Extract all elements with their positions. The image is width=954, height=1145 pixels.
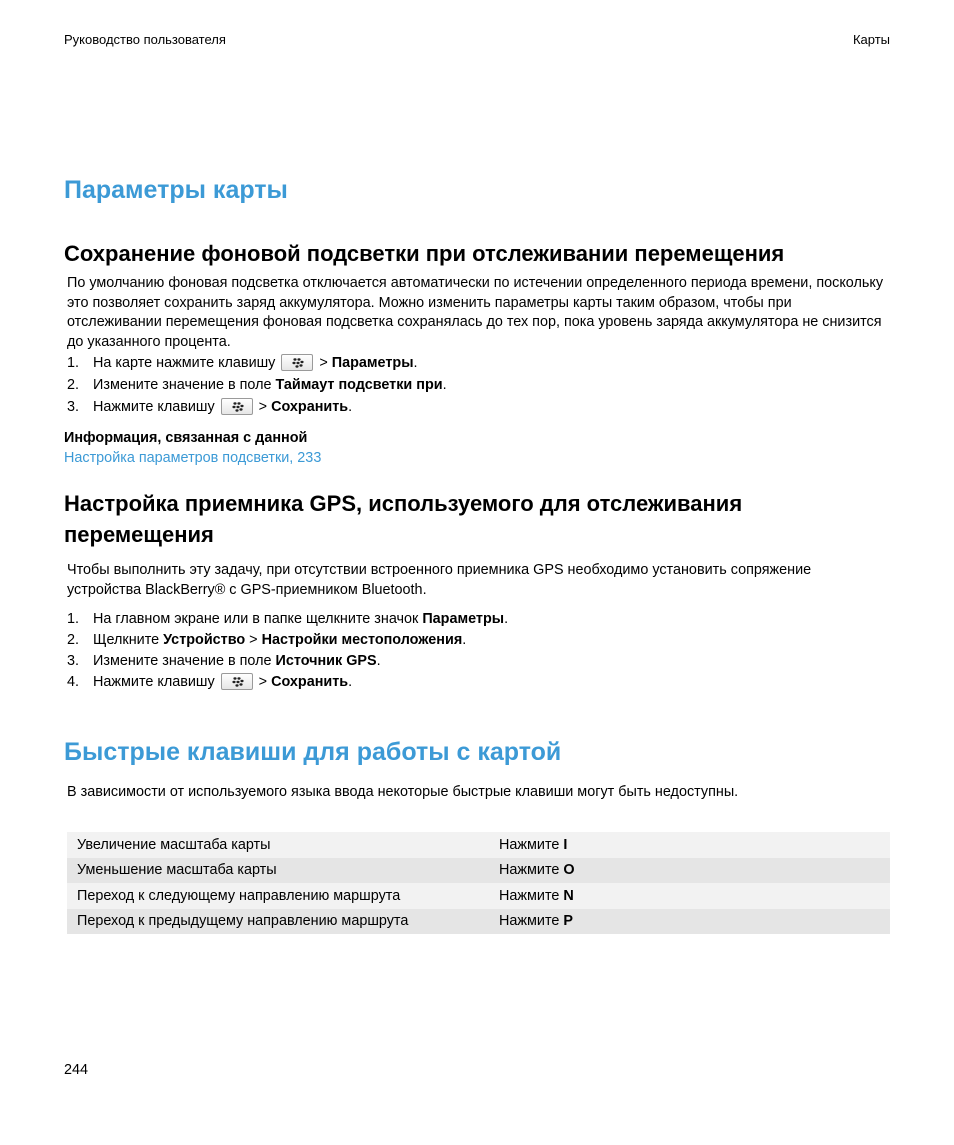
section-title-map-settings: Параметры карты (64, 176, 288, 204)
shortcut-key: Нажмите P (489, 909, 890, 935)
table-row (67, 858, 890, 884)
page-number: 244 (64, 1062, 89, 1078)
shortcut-action: Увеличение масштаба карты (67, 832, 489, 858)
running-header-right: Карты (852, 32, 890, 47)
shortcuts-table (67, 832, 890, 934)
step-item: 4. Нажмите клавишу > Сохранить. (67, 674, 353, 690)
shortcut-action: Переход к предыдущему направлению маршрута (67, 909, 489, 935)
shortcut-key: Нажмите O (489, 858, 890, 884)
running-header-left: Руководство пользователя (64, 32, 226, 47)
step-item: 3. Нажмите клавишу > Сохранить. (67, 399, 353, 415)
blackberry-menu-key-icon (221, 673, 253, 690)
step-number: 3. (67, 399, 80, 415)
subsection-intro-backlight: По умолчанию фоновая подсветка отключается автоматически по истечении определенного периода времени, поскольку это позволяет сохранить заряд аккумулятора. Можно изменить параметры карты таким образом, чтобы при отслеживании перемещения фоновая подсветка сохранялась до тех пор, пока уровень заряда аккумулятора не снизится до указанного процента. (67, 275, 884, 350)
table-row (67, 883, 890, 909)
step-number: 1. (67, 355, 80, 371)
shortcut-action: Переход к следующему направлению маршрута (67, 883, 489, 909)
step-item: 2. Щелкните Устройство > Настройки местоположения. (67, 632, 467, 648)
blackberry-menu-key-icon (281, 354, 313, 371)
subsection-title-backlight: Сохранение фоновой подсветки при отслеживании перемещения (64, 241, 785, 266)
step-number: 3. (67, 653, 80, 669)
section-title-map-shortcuts: Быстрые клавиши для работы с картой (64, 738, 562, 766)
step-number: 2. (67, 632, 80, 648)
subsection-intro-gps: Чтобы выполнить эту задачу, при отсутствии встроенного приемника GPS необходимо установить сопряжение устройства BlackBerry® с GPS-приемником Bluetooth. (67, 562, 812, 598)
step-number: 2. (67, 377, 80, 393)
related-info-title: Информация, связанная с данной (64, 430, 308, 446)
step-item: 1. На главном экране или в папке щелкните значок Параметры. (67, 611, 509, 627)
step-item: 1. На карте нажмите клавишу > Параметры. (67, 355, 418, 371)
shortcuts-intro: В зависимости от используемого языка ввода некоторые быстрые клавиши могут быть недоступны. (67, 784, 739, 800)
table-row (67, 832, 890, 858)
shortcut-action: Уменьшение масштаба карты (67, 858, 489, 884)
step-number: 4. (67, 674, 80, 690)
shortcut-key: Нажмите N (489, 883, 890, 909)
subsection-title-gps-receiver: Настройка приемника GPS, используемого для отслеживания перемещения (64, 491, 743, 547)
step-item: 3. Измените значение в поле Источник GPS. (67, 653, 381, 669)
step-item: 2. Измените значение в поле Таймаут подсветки при. (67, 377, 447, 393)
related-link-backlight-settings[interactable]: Настройка параметров подсветки, 233 (64, 450, 322, 466)
shortcut-key: Нажмите I (489, 832, 890, 858)
table-row (67, 909, 890, 935)
step-number: 1. (67, 611, 80, 627)
blackberry-menu-key-icon (221, 398, 253, 415)
